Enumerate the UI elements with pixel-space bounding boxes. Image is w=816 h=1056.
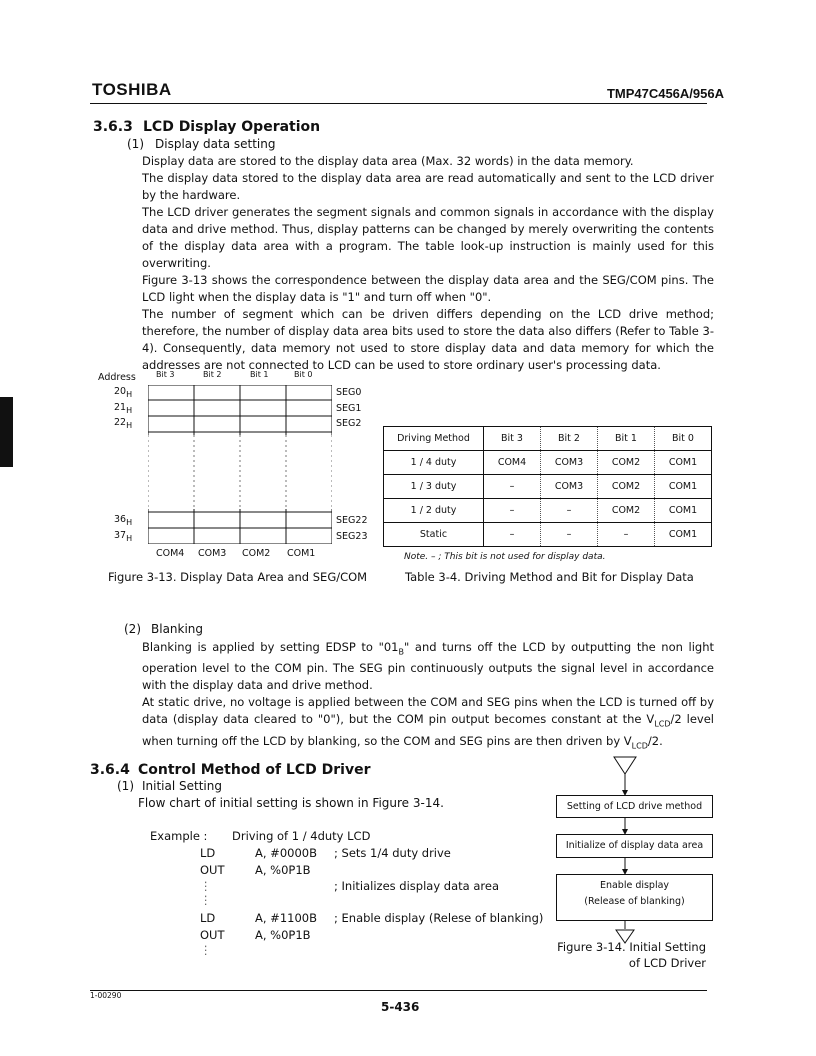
table-note: Note. – ; This bit is not used for display data. (404, 552, 606, 562)
table-cell: COM2 (598, 499, 655, 523)
code-comment: ; Initializes display data area (334, 879, 499, 893)
table-cell: COM2 (598, 451, 655, 475)
com-label: COM2 (242, 548, 271, 559)
paragraph: Display data are stored to the display data area (Max. 32 words) in the data memory. (142, 154, 634, 168)
com-label: COM1 (287, 548, 316, 559)
section-title: LCD Display Operation (143, 119, 321, 135)
paragraph: The number of segment which can be driven differs depending on the LCD drive method; therefore, the number of display data area bits used to store the data also differs (Refer to Table 3-4). Consequently, data memory not used to store display data and data memory for which the addresses are not connected to LCD can be used to store ordinary user's processing data. (142, 307, 714, 372)
example-label: Example : (150, 829, 208, 843)
code-op: OUT (200, 863, 225, 877)
seg-label: SEG22 (336, 515, 368, 526)
figure-caption: Figure 3-13. Display Data Area and SEG/COM (108, 570, 368, 584)
subsection-label: (1) (127, 137, 144, 151)
table-header-cell: Bit 3 (484, 427, 541, 451)
subsection-title: Blanking (151, 622, 204, 636)
page-number: 5-436 (381, 1000, 420, 1014)
address-20h: $20_H$ (114, 386, 133, 399)
flow-step-1: Setting of LCD drive method (556, 795, 713, 818)
figure-caption: Figure 3-14. Initial Setting (557, 940, 706, 954)
table-cell: COM1 (655, 523, 712, 547)
driving-method-table (383, 426, 712, 547)
table-cell: – (484, 523, 541, 547)
start-triangle (614, 757, 636, 774)
code-op: LD (200, 911, 216, 925)
table-cell: 1 / 3 duty (384, 475, 484, 499)
table-cell: – (541, 499, 598, 523)
table-row (384, 499, 712, 523)
table-caption: Table 3-4. Driving Method and Bit for Display Data (405, 570, 694, 584)
table-cell: COM1 (655, 499, 712, 523)
com-label: COM3 (198, 548, 227, 559)
table-cell: – (598, 523, 655, 547)
table-cell: – (484, 475, 541, 499)
table-cell: COM3 (541, 475, 598, 499)
address-21h: $21_H$ (114, 402, 133, 415)
table-header-cell: Bit 2 (541, 427, 598, 451)
bit-header: Bit 1 (250, 370, 269, 379)
section-title: Control Method of LCD Driver (138, 762, 371, 778)
blanking-text (142, 639, 714, 754)
flow-step-3-line1: Enable display (599, 880, 670, 891)
doc-code: 1-00290 (90, 991, 122, 1000)
body-text (142, 153, 714, 374)
table-row (384, 523, 712, 547)
subsection-title: Display data setting (155, 137, 276, 151)
flow-step-2: Initialize of display data area (556, 834, 713, 858)
paragraph: The display data stored to the display data area are read automatically and sent to the LCD driver by the hardware. (142, 171, 714, 202)
table-cell: COM3 (541, 451, 598, 475)
address-label: Address (98, 372, 136, 383)
section-number: 3.6.4 (90, 762, 130, 778)
seg-label: SEG1 (336, 403, 362, 414)
bit-header: Bit 2 (203, 370, 222, 379)
paragraph: At static drive, no voltage is applied between the COM and SEG pins when the LCD is turned off by data (display data cleared to "0"), but the COM pin output becomes constant at the $V_{LCD}/2$ level when turning off the LCD by blanking, so the COM and SEG pins are then driven by $V_{LCD}/2$. (142, 695, 714, 750)
footer-rule (90, 990, 707, 991)
table-cell: 1 / 4 duty (384, 451, 484, 475)
figure-caption: of LCD Driver (628, 956, 706, 970)
table-header-cell: Bit 1 (598, 427, 655, 451)
address-22h: $22_H$ (114, 417, 133, 430)
table-cell: – (484, 499, 541, 523)
body-text: Flow chart of initial setting is shown in Figure 3-14. (138, 796, 444, 810)
code-args: A, #1100B (255, 911, 317, 925)
part-number: TMP47C456A/956A (606, 86, 724, 101)
seg-label: SEG23 (336, 531, 368, 542)
seg-label: SEG2 (336, 418, 362, 429)
table-header-cell: Driving Method (384, 427, 484, 451)
example-title: Driving of 1 / 4duty LCD (232, 829, 371, 843)
paragraph: Figure 3-13 shows the correspondence between the display data area and the SEG/COM pins. The LCD light when the display data is "1" and turn off when "0". (142, 273, 714, 304)
table-cell: – (541, 523, 598, 547)
code-args: A, %0P1B (255, 928, 311, 942)
table-cell: COM1 (655, 451, 712, 475)
paragraph: Blanking is applied by setting EDSP to "$01_B$" and turns off the LCD by outputting the non light operation level to the COM pin. The SEG pin continuously outputs the signal level in accordance with the display data and drive method. (142, 640, 714, 693)
code-ellipsis: ⋮ (200, 879, 212, 893)
table-row (384, 475, 712, 499)
code-op: LD (200, 846, 216, 860)
code-comment: ; Enable display (Relese of blanking) (334, 911, 544, 925)
code-ellipsis: ⋮ (200, 943, 212, 957)
code-args: A, #0000B (255, 846, 317, 860)
subsection-label: (1) (117, 779, 134, 793)
bit-header: Bit 0 (294, 370, 313, 379)
table-cell: COM2 (598, 475, 655, 499)
bit-header: Bit 3 (156, 370, 175, 379)
subsection-title: Initial Setting (142, 779, 222, 793)
table-row (384, 451, 712, 475)
table-cell: COM4 (484, 451, 541, 475)
table-cell: COM1 (655, 475, 712, 499)
brand-logo: TOSHIBA (92, 80, 172, 99)
table-cell: Static (384, 523, 484, 547)
subsection-label: (2) (124, 622, 141, 636)
flow-step-3 (556, 874, 713, 921)
header-rule (90, 103, 707, 104)
com-label: COM4 (156, 548, 185, 559)
code-op: OUT (200, 928, 225, 942)
display-data-grid (148, 385, 332, 544)
paragraph: The LCD driver generates the segment signals and common signals in accordance with the display data and drive method. Thus, display patterns can be changed by merely overwriting the contents of the display data area with a program. The table look-up instruction is mainly used for this overwriting. (142, 205, 714, 270)
table-header-row (384, 427, 712, 451)
section-number: 3.6.3 (93, 119, 133, 135)
code-comment: ; Sets 1/4 duty drive (334, 846, 451, 860)
address-37h: $37_H$ (114, 530, 133, 543)
seg-label: SEG0 (336, 387, 362, 398)
code-args: A, %0P1B (255, 863, 311, 877)
side-index-tab (0, 397, 13, 467)
flow-step-3-line2: (Release of blanking) (584, 896, 685, 907)
address-36h: $36_H$ (114, 514, 133, 527)
table-cell: 1 / 2 duty (384, 499, 484, 523)
code-ellipsis: ⋮ (200, 893, 212, 907)
table-header-cell: Bit 0 (655, 427, 712, 451)
